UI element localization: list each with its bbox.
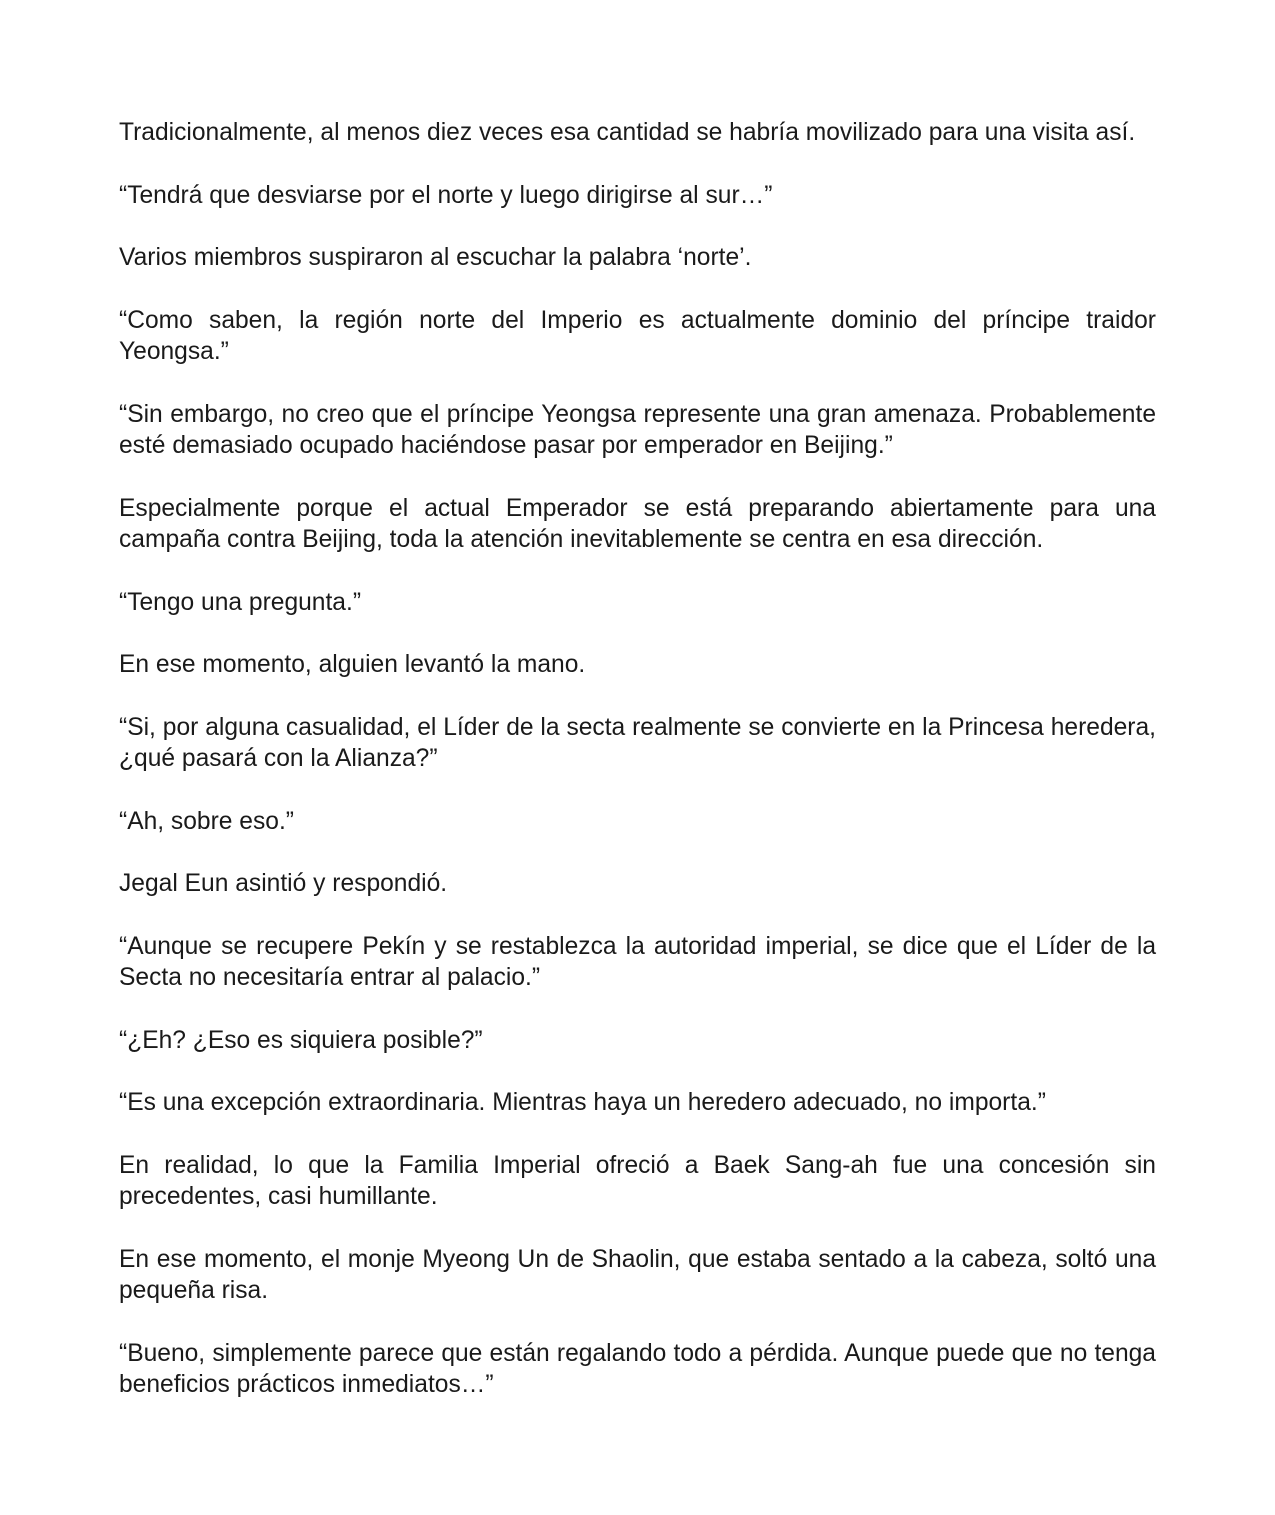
- paragraph: “Es una excepción extraordinaria. Mientras haya un heredero adecuado, no importa.”: [119, 1089, 1046, 1116]
- paragraph: Jegal Eun asintió y respondió.: [119, 870, 448, 897]
- paragraph: “Tengo una pregunta.”: [119, 588, 362, 616]
- paragraph: “Como saben, la región norte del Imperio es actualmente dominio del príncipe traidor Yeongsa.”: [119, 306, 1156, 365]
- paragraph: “¿Eh? ¿Eso es siquiera posible?”: [119, 1026, 483, 1054]
- paragraph: En ese momento, el monje Myeong Un de Shaolin, que estaba sentado a la cabeza, soltó una pequeña risa.: [119, 1245, 1156, 1304]
- paragraph: Varios miembros suspiraron al escuchar la palabra ‘norte’.: [119, 244, 752, 271]
- document-page: [119, 117, 1156, 1432]
- paragraph: “Sin embargo, no creo que el príncipe Yeongsa represente una gran amenaza. Probablemente esté demasiado ocupado haciéndose pasar por emperador en Beijing.”: [119, 400, 1156, 459]
- paragraph: “Bueno, simplemente parece que están regalando todo a pérdida. Aunque puede que no tenga beneficios prácticos inmediatos…”: [119, 1339, 1156, 1398]
- paragraph: “Ah, sobre eso.”: [119, 807, 294, 835]
- paragraph: Especialmente porque el actual Emperador se está preparando abiertamente para una campaña contra Beijing, toda la atención inevitablemente se centra en esa dirección.: [119, 494, 1156, 553]
- paragraph: “Si, por alguna casualidad, el Líder de la secta realmente se convierte en la Princesa heredera, ¿qué pasará con la Alianza?”: [119, 713, 1156, 772]
- paragraph: Tradicionalmente, al menos diez veces esa cantidad se habría movilizado para una visita así.: [119, 119, 1136, 146]
- paragraph: En ese momento, alguien levantó la mano.: [119, 651, 586, 678]
- paragraph: “Tendrá que desviarse por el norte y luego dirigirse al sur…”: [119, 181, 773, 209]
- paragraph: En realidad, lo que la Familia Imperial ofreció a Baek Sang-ah fue una concesión sin precedentes, casi humillante.: [119, 1151, 1156, 1210]
- paragraph: “Aunque se recupere Pekín y se restablezca la autoridad imperial, se dice que el Líder de la Secta no necesitaría entrar al palacio.”: [119, 932, 1156, 991]
